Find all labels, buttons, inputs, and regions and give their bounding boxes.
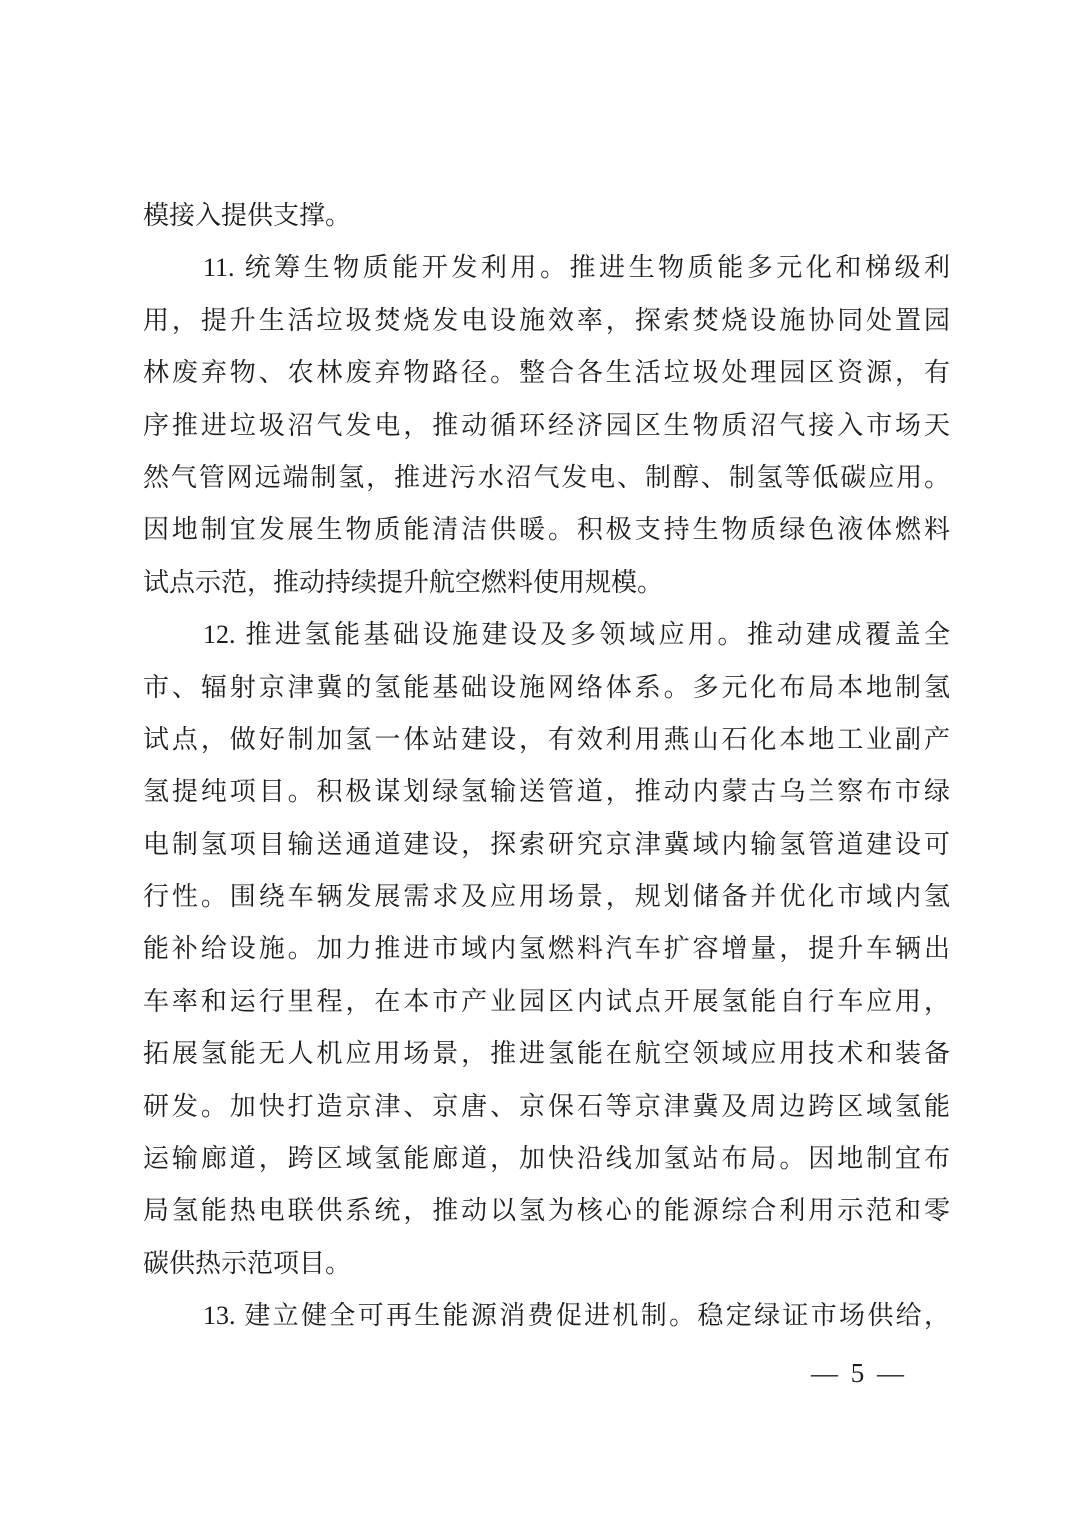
- text-line: 氢提纯项目。积极谋划绿氢输送管道，推动内蒙古乌兰察布市绿: [143, 777, 950, 807]
- text-line: 模接入提供支撑。: [143, 201, 352, 230]
- text-line: 拓展氢能无人机应用场景，推进氢能在航空领域应用技术和装备: [143, 1039, 950, 1069]
- text-line: 运输廊道，跨区域氢能廊道，加快沿线加氢站布局。因地制宜布: [143, 1144, 950, 1174]
- page-number: — 5 —: [811, 1358, 907, 1388]
- text-line: 然气管网远端制氢，推进污水沼气发电、制醇、制氢等低碳应用。: [143, 462, 950, 492]
- text-line: 碳供热示范项目。: [143, 1248, 352, 1278]
- text-line: 市、辐射京津冀的氢能基础设施网络体系。多元化布局本地制氢: [143, 672, 950, 702]
- text-line: 12. 推进氢能基础设施建设及多领域应用。推动建成覆盖全: [203, 620, 950, 650]
- text-line: 车率和运行里程，在本市产业园区内试点开展氢能自行车应用，: [143, 986, 950, 1016]
- text-line: 序推进垃圾沼气发电，推动循环经济园区生物质沼气接入市场天: [143, 410, 950, 440]
- text-line: 因地制宜发展生物质能清洁供暖。积极支持生物质绿色液体燃料: [143, 515, 950, 545]
- text-line: 局氢能热电联供系统，推动以氢为核心的能源综合利用示范和零: [143, 1196, 950, 1226]
- page-body-text: [143, 190, 950, 1343]
- text-line: 试点，做好制加氢一体站建设，有效利用燕山石化本地工业副产: [143, 724, 950, 754]
- text-line: 试点示范，推动持续提升航空燃料使用规模。: [143, 567, 664, 597]
- text-line: 11. 统筹生物质能开发利用。推进生物质能多元化和梯级利: [203, 253, 950, 283]
- text-line: 电制氢项目输送通道建设，探索研究京津冀域内输氢管道建设可: [143, 829, 950, 859]
- text-line: 行性。围绕车辆发展需求及应用场景，规划储备并优化市域内氢: [143, 882, 950, 912]
- text-line: 研发。加快打造京津、京唐、京保石等京津冀及周边跨区域氢能: [143, 1091, 950, 1121]
- text-line: 能补给设施。加力推进市域内氢燃料汽车扩容增量，提升车辆出: [143, 934, 950, 964]
- text-line: 林废弃物、农林废弃物路径。整合各生活垃圾处理园区资源，有: [143, 358, 950, 388]
- text-line: 13. 建立健全可再生能源消费促进机制。稳定绿证市场供给，: [203, 1301, 950, 1331]
- text-line: 用，提升生活垃圾焚烧发电设施效率，探索焚烧设施协同处置园: [143, 305, 950, 335]
